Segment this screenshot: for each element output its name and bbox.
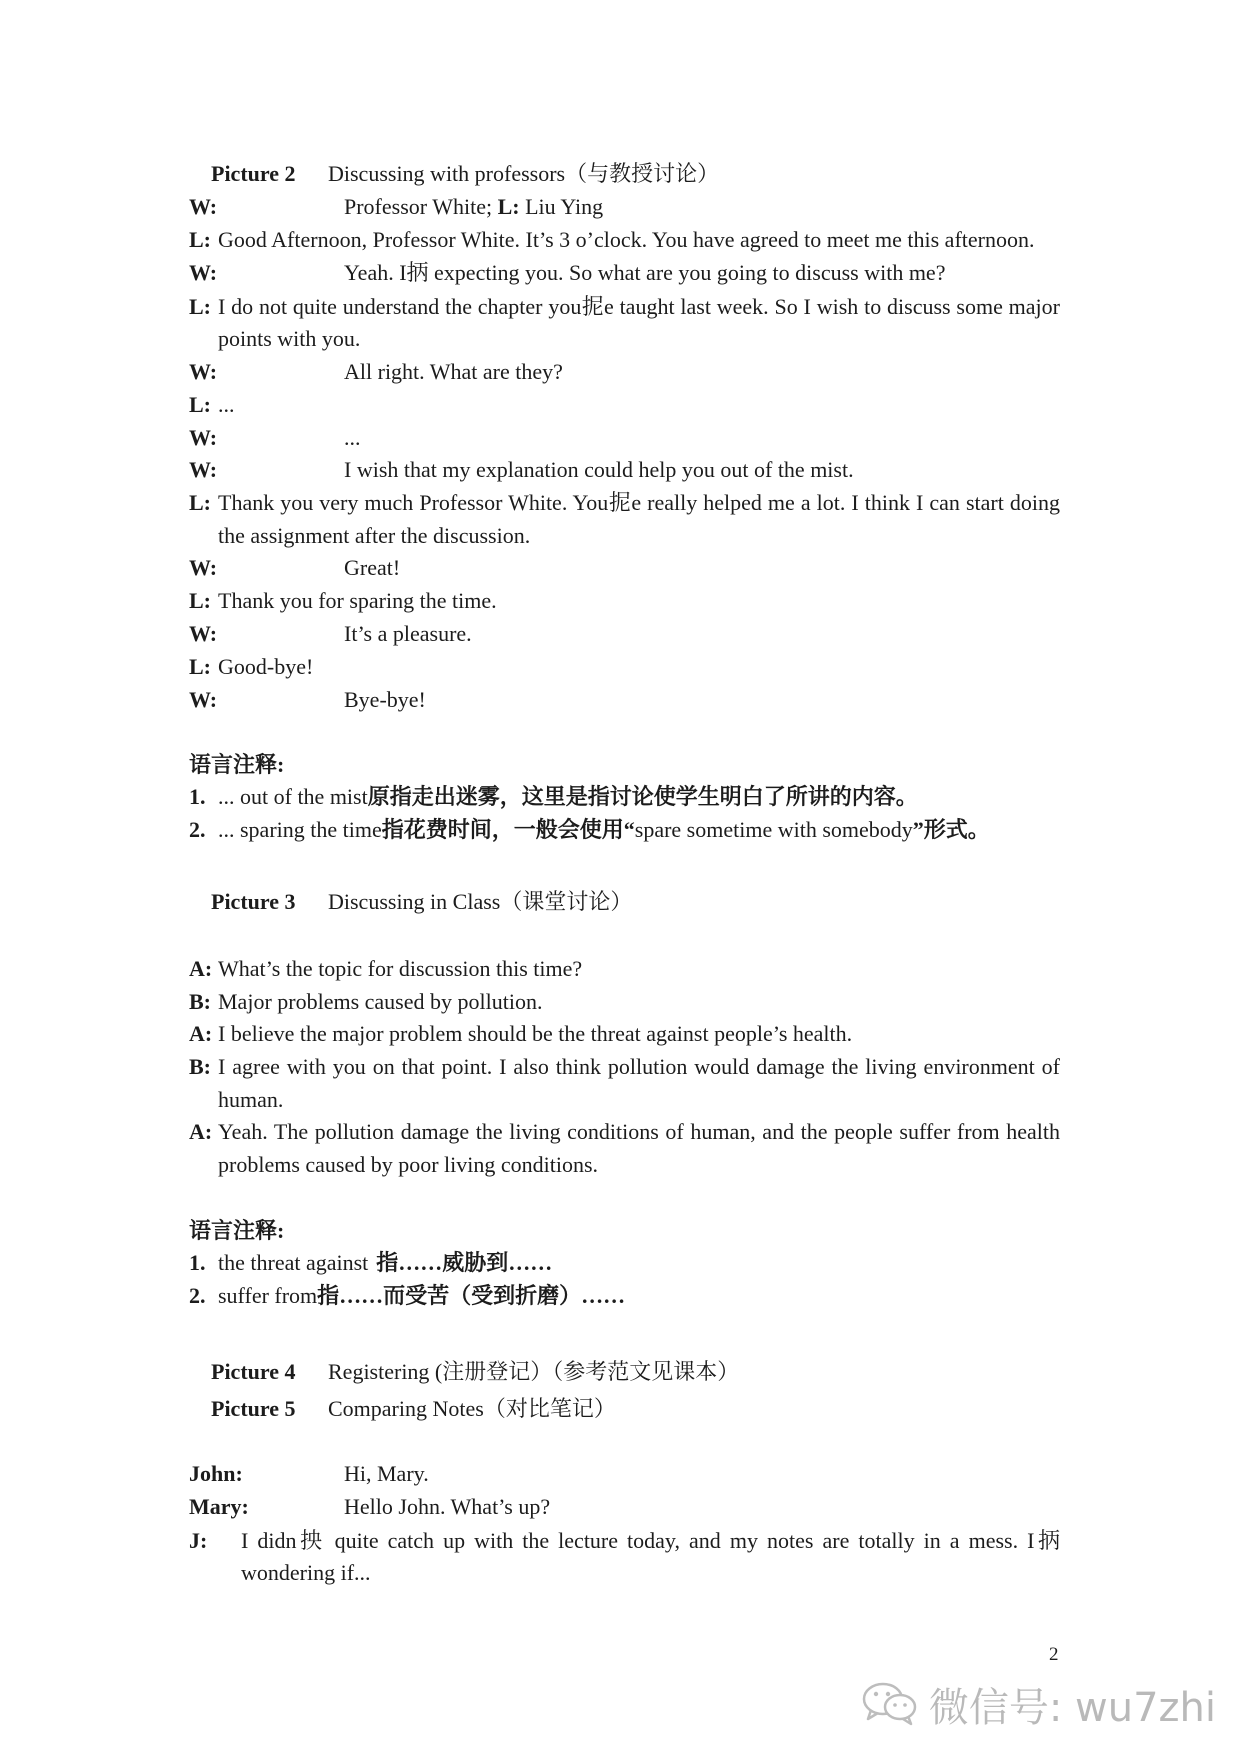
picture-title: Comparing Notes（对比笔记）	[328, 1396, 616, 1421]
speaker-label: J:	[189, 1528, 208, 1553]
picture-title: Discussing in Class（课堂讨论）	[328, 889, 633, 914]
dialogue-line-continued	[0, 519, 1240, 552]
note-english: suffer from	[218, 1283, 318, 1308]
dialogue-line	[0, 551, 1240, 584]
speaker-label: Mary:	[189, 1494, 249, 1519]
dialogue-text: Great!	[344, 555, 401, 580]
note-chinese: 指花费时间，一般会使用“	[381, 817, 635, 842]
dialogue-line	[0, 290, 1240, 323]
speaker-label: L:	[189, 392, 211, 417]
note-number: 2.	[189, 1283, 206, 1308]
speaker-label: W:	[189, 687, 218, 712]
note-text	[218, 780, 918, 813]
dialogue-line	[0, 584, 1240, 617]
dialogue-text: wondering if...	[241, 1560, 371, 1585]
note-text	[218, 1279, 625, 1312]
speaker-label: L:	[189, 227, 211, 252]
note-item	[0, 813, 1240, 846]
dialogue-text: Yeah. I抦 expecting you. So what are you going to discuss with me?	[344, 260, 946, 285]
dialogue-line	[0, 1115, 1240, 1148]
dialogue-line	[0, 650, 1240, 683]
dialogue-text: I believe the major problem should be the threat against people’s health.	[218, 1021, 853, 1046]
speaker-label: John:	[189, 1461, 243, 1486]
note-chinese: 原指走出迷雾，这里是指讨论使学生明白了所讲的内容。	[367, 784, 918, 809]
notes-heading-text: 语言注释:	[189, 752, 285, 777]
page-number: 2	[1049, 1644, 1059, 1665]
dialogue-line-continued	[0, 1083, 1240, 1116]
dialogue-text: ...	[344, 425, 361, 450]
dialogue-line-continued	[0, 1556, 1240, 1589]
dialogue-text: Bye-bye!	[344, 687, 426, 712]
picture-label: Picture 4	[211, 1359, 296, 1384]
speaker-label: L:	[189, 294, 211, 319]
note-item	[0, 780, 1240, 813]
speaker-label: A:	[189, 956, 213, 981]
speaker-label: W:	[189, 194, 218, 219]
dialogue-line	[0, 1524, 1240, 1557]
dialogue-line	[0, 388, 1240, 421]
dialogue-text: What’s the topic for discussion this time?	[218, 956, 583, 981]
picture-title: Registering (注册登记）（参考范文见课本）	[328, 1359, 740, 1384]
dialogue-text: All right. What are they?	[344, 359, 563, 384]
dialogue-line	[0, 952, 1240, 985]
picture5-heading	[0, 1392, 1240, 1425]
dialogue-text: points with you.	[218, 326, 361, 351]
speaker-label: W:	[189, 457, 218, 482]
note-chinese: ”形式。	[912, 817, 990, 842]
dialogue-text: Yeah. The pollution damage the living conditions of human, and the people suffer from health	[218, 1119, 1060, 1144]
dialogue-text: I didn抰 quite catch up with the lecture today, and my notes are totally in a mess. I抦	[241, 1528, 1060, 1553]
dialogue-line-continued	[0, 322, 1240, 355]
dialogue-line	[0, 256, 1240, 289]
dialogue-line	[0, 190, 1240, 223]
dialogue-line-continued	[0, 1148, 1240, 1181]
note-english: spare sometime with somebody	[634, 817, 913, 842]
speaker-label: B:	[189, 989, 211, 1014]
speaker-label: W:	[189, 359, 218, 384]
note-text	[218, 1246, 552, 1279]
dialogue-text: the assignment after the discussion.	[218, 523, 531, 548]
dialogue-text: I wish that my explanation could help you out of the mist.	[344, 457, 854, 482]
dialogue-line	[0, 421, 1240, 454]
speaker-label: W:	[189, 260, 218, 285]
speaker-label: W:	[189, 555, 218, 580]
picture2-heading	[0, 157, 1240, 190]
picture4-heading	[0, 1355, 1240, 1388]
note-english: the threat against	[218, 1250, 369, 1275]
speaker-label: L:	[189, 654, 211, 679]
dialogue-text: Major problems caused by pollution.	[218, 989, 543, 1014]
dialogue-text: Hi, Mary.	[344, 1461, 429, 1486]
dialogue-text: Good Afternoon, Professor White. It’s 3 o’clock. You have agreed to meet me this afternoon.	[218, 227, 1035, 252]
dialogue-text: human.	[218, 1087, 284, 1112]
notes-heading	[0, 748, 1240, 781]
dialogue-text: problems caused by poor living conditions.	[218, 1152, 599, 1177]
dialogue-text: I do not quite understand the chapter you抳e taught last week. So I wish to discuss some major	[218, 294, 1060, 319]
note-chinese: 指……威胁到……	[376, 1250, 553, 1275]
note-number: 2.	[189, 817, 206, 842]
speaker-label: L:	[189, 588, 211, 613]
speaker-label: A:	[189, 1119, 213, 1144]
dialogue-text: It’s a pleasure.	[344, 621, 472, 646]
picture-label: Picture 2	[211, 161, 296, 186]
dialogue-text: ...	[218, 392, 235, 417]
speaker-label-inline: L:	[497, 194, 520, 219]
picture-title: Discussing with professors（与教授讨论）	[328, 161, 720, 186]
watermark	[861, 1680, 1216, 1731]
notes-heading-text: 语言注释:	[189, 1218, 285, 1243]
wechat-logo-icon	[861, 1681, 919, 1727]
dialogue-line	[0, 486, 1240, 519]
dialogue-text: Thank you very much Professor White. You抳e really helped me a lot. I think I can start doing	[218, 490, 1060, 515]
dialogue-text: Thank you for sparing the time.	[218, 588, 497, 613]
picture-label: Picture 5	[211, 1396, 296, 1421]
speaker-label: B:	[189, 1054, 211, 1079]
speaker-label: W:	[189, 621, 218, 646]
dialogue-line	[0, 1457, 1240, 1490]
speaker-label: L:	[189, 490, 211, 515]
note-number: 1.	[189, 784, 206, 809]
dialogue-text-part: Liu Ying	[525, 194, 604, 219]
dialogue-text-part: Professor White;	[344, 194, 493, 219]
dialogue-line	[0, 1490, 1240, 1523]
dialogue-line	[0, 223, 1240, 256]
dialogue-line	[0, 683, 1240, 716]
dialogue-text	[344, 190, 603, 223]
picture3-heading	[0, 885, 1240, 918]
note-text	[218, 813, 990, 846]
note-item	[0, 1279, 1240, 1312]
dialogue-line	[0, 985, 1240, 1018]
note-english: ... sparing the time	[218, 817, 382, 842]
note-english: ... out of the mist	[218, 784, 368, 809]
dialogue-text: I agree with you on that point. I also think pollution would damage the living environment of	[218, 1054, 1060, 1079]
dialogue-text: Good-bye!	[218, 654, 314, 679]
dialogue-line	[0, 617, 1240, 650]
note-chinese: 指……而受苦（受到折磨）……	[317, 1283, 626, 1308]
notes-heading	[0, 1214, 1240, 1247]
dialogue-line	[0, 1050, 1240, 1083]
note-item	[0, 1246, 1240, 1279]
dialogue-line	[0, 355, 1240, 388]
note-number: 1.	[189, 1250, 206, 1275]
speaker-label: W:	[189, 425, 218, 450]
dialogue-line	[0, 453, 1240, 486]
speaker-label: A:	[189, 1021, 213, 1046]
dialogue-text: Hello John. What’s up?	[344, 1494, 551, 1519]
picture-label: Picture 3	[211, 889, 296, 914]
dialogue-line	[0, 1017, 1240, 1050]
watermark-text: 微信号: wu7zhi	[928, 1684, 1216, 1731]
